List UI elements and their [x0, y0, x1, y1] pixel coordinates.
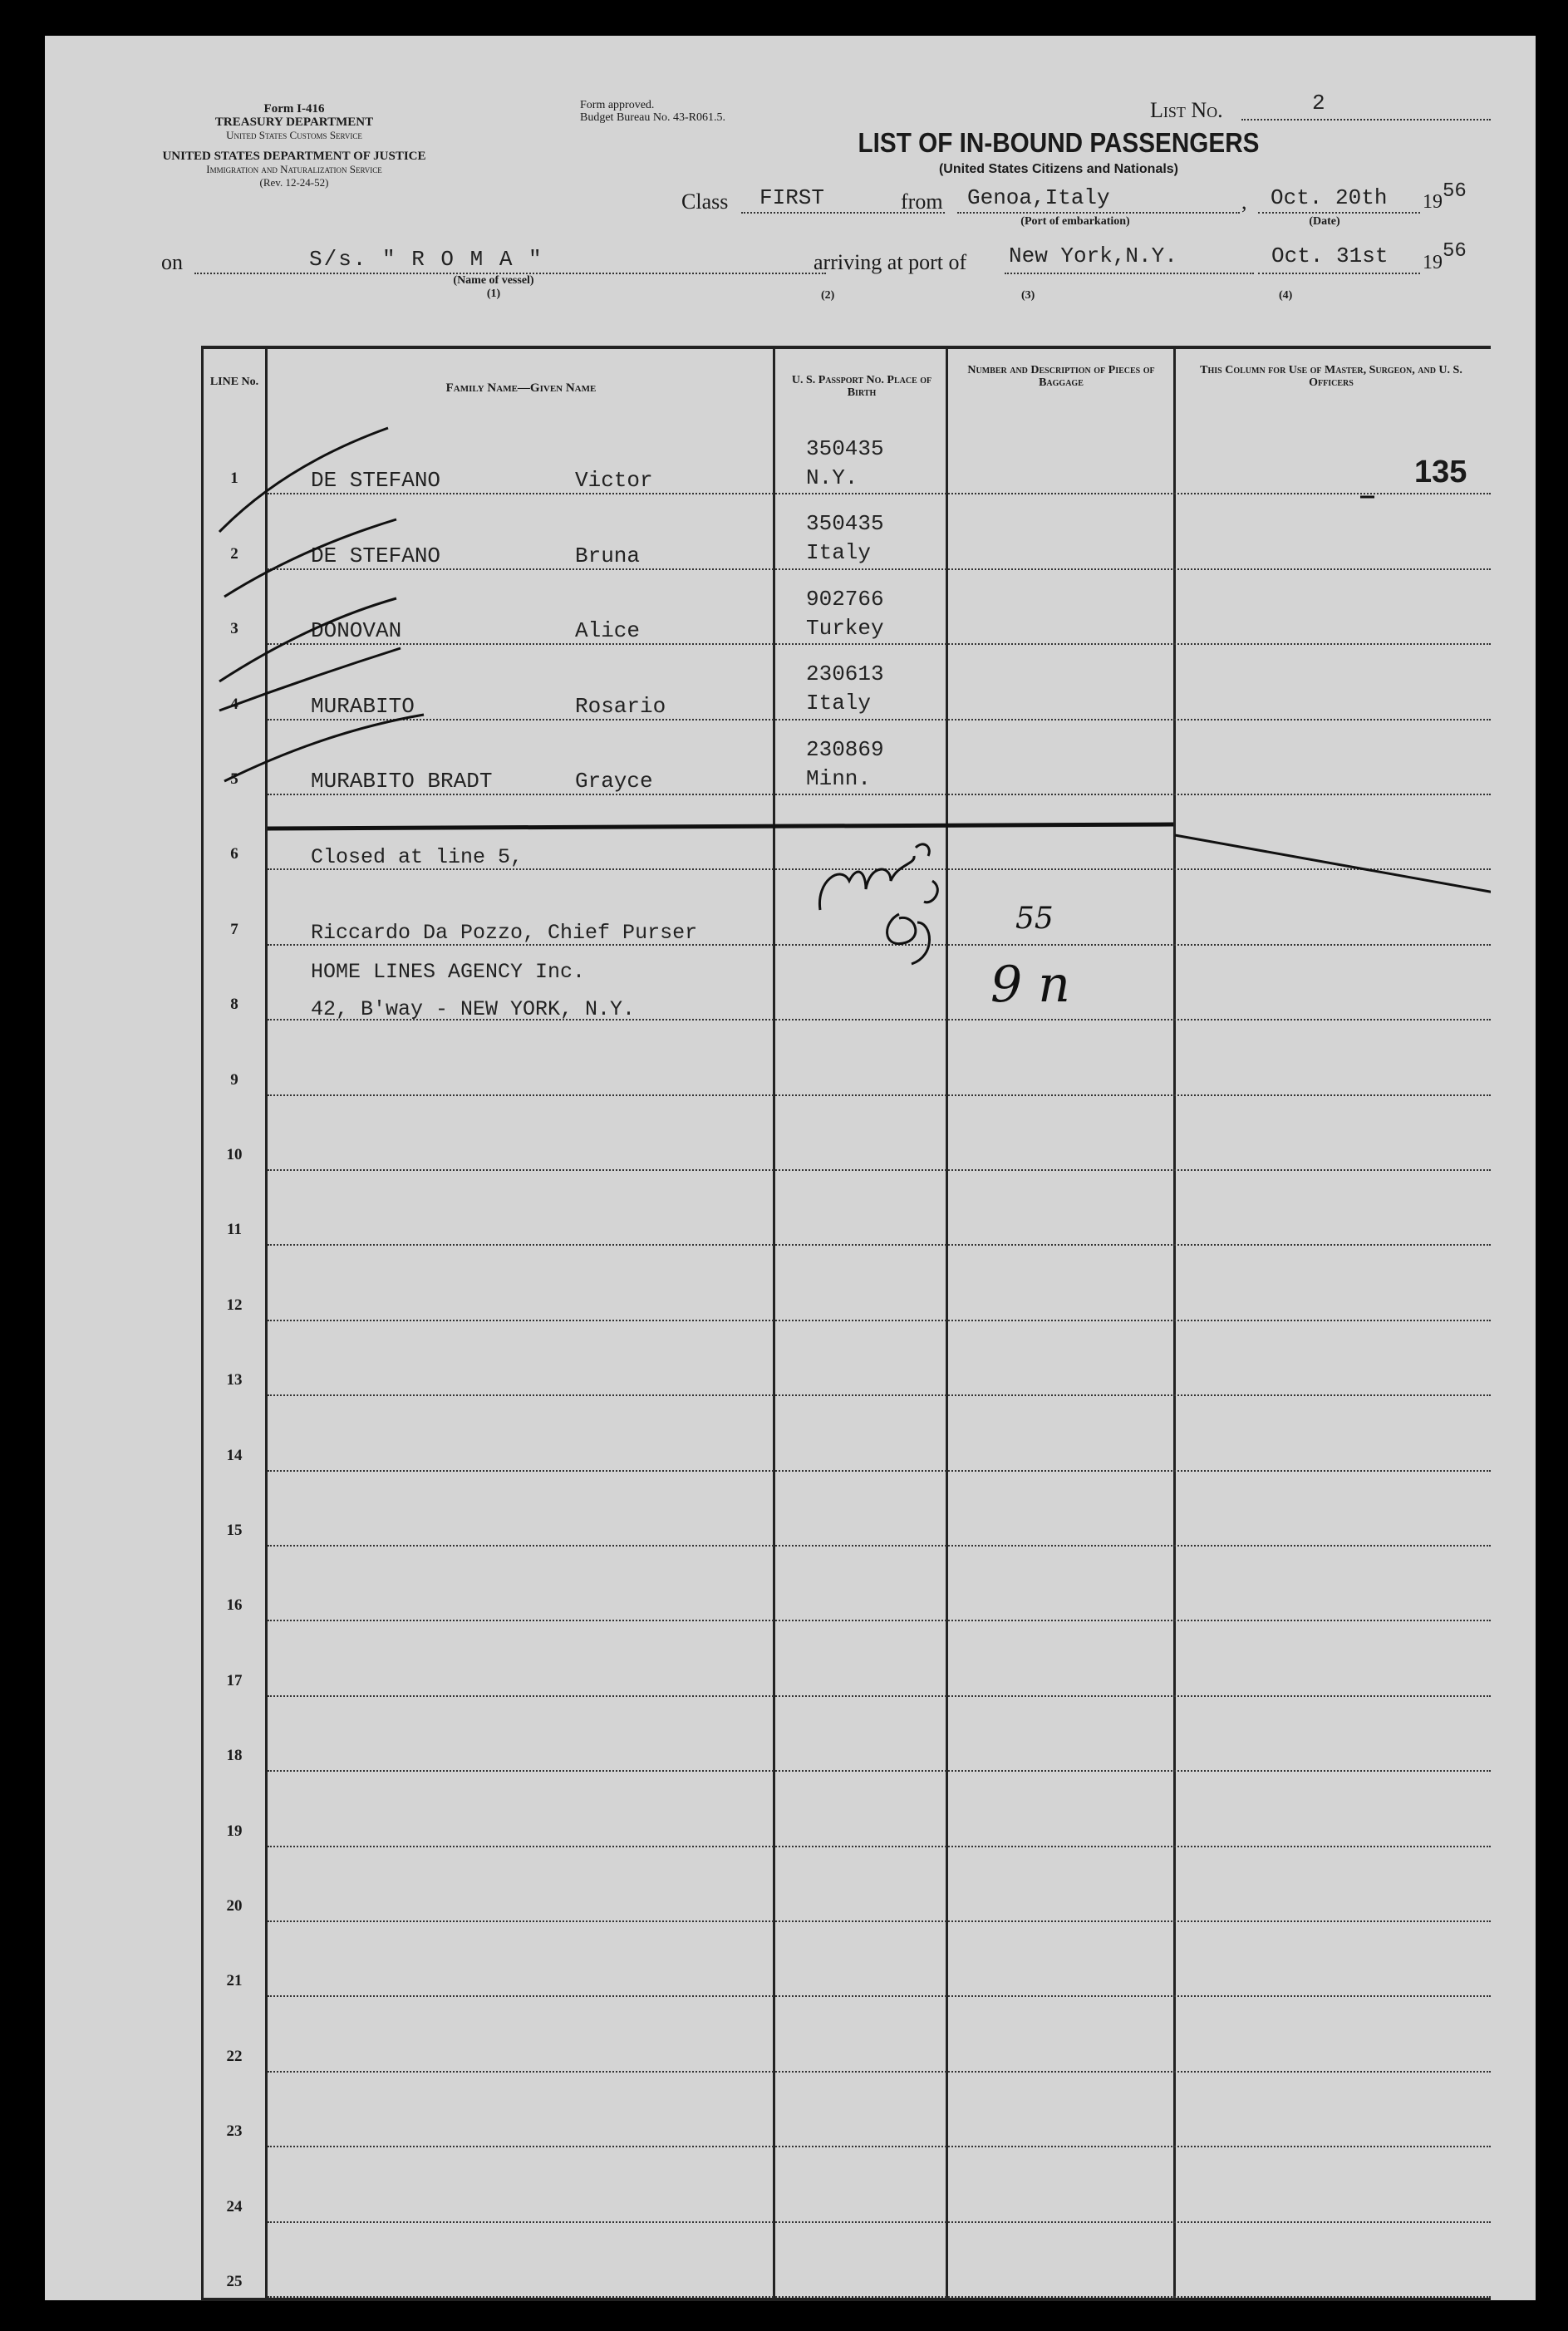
line-number: 10: [226, 1145, 243, 1163]
port-line: [1005, 273, 1254, 274]
given-name: Rosario: [575, 693, 666, 719]
given-name: Victor: [575, 468, 653, 494]
handwritten-9n: 9 n: [990, 956, 1070, 1014]
line-number: 20: [226, 1896, 243, 1915]
year-prefix: 19: [1423, 191, 1443, 213]
line-number: 11: [227, 1221, 242, 1239]
list-no-value: 2: [1312, 91, 1325, 116]
form-number: Form I-416: [263, 102, 325, 116]
class-value: FIRST: [759, 185, 825, 210]
form-page: [45, 36, 1536, 2300]
initials: [887, 881, 938, 964]
given-name: Alice: [575, 618, 641, 644]
line-number: 22: [226, 2047, 243, 2065]
passenger-table: [201, 346, 1491, 2301]
col-header-name: Family Name—Given Name: [445, 381, 597, 395]
check-mark-1: [219, 428, 388, 532]
justice-block: [153, 150, 435, 189]
immigration-label: Immigration and Naturalization Service: [206, 163, 382, 175]
agency-note: HOME LINES AGENCY Inc.: [311, 960, 586, 984]
line-number: 18: [226, 1747, 243, 1765]
line-number: 7: [230, 920, 238, 938]
family-name: MURABITO BRADT: [311, 768, 493, 794]
budget-label: Budget Bureau No. 43-R061.5.: [580, 111, 725, 124]
line-number: 4: [230, 695, 238, 713]
line-number: 12: [226, 1296, 243, 1314]
arrival-date-line: [1258, 273, 1420, 274]
col-header-line-no: LINE No.: [209, 376, 259, 388]
line-number: 15: [226, 1521, 243, 1539]
year-value: 56: [1443, 180, 1467, 203]
check-mark-5: [224, 715, 424, 781]
officer-mark: 135: [1414, 455, 1467, 489]
line-number: 9: [230, 1070, 238, 1089]
family-name: DE STEFANO: [311, 543, 441, 568]
list-no-label: List No.: [1150, 98, 1223, 122]
vessel-value: S/s. " R O M A ": [309, 247, 543, 272]
from-line: [957, 212, 1240, 214]
closed-note: Closed at line 5,: [311, 845, 523, 869]
line-number: 23: [226, 2122, 243, 2141]
signature: [819, 844, 929, 910]
check-mark-4: [219, 648, 401, 711]
comma: ,: [1241, 189, 1247, 214]
check-mark-3: [219, 598, 396, 681]
handwritten-marks: [201, 349, 1491, 2298]
col-header-officers: This Column for Use of Master, Surgeon, and U. S. Officers: [1200, 364, 1462, 389]
closing-line: [268, 824, 1173, 829]
given-name: Grayce: [575, 768, 653, 794]
arrival-year-value: 56: [1443, 240, 1467, 263]
revision-label: (Rev. 12-24-52): [259, 176, 329, 189]
family-name: MURABITO: [311, 693, 415, 719]
line-number: 5: [230, 770, 238, 788]
approval-block: [580, 99, 725, 124]
agency-block: [153, 102, 435, 142]
form-subtitle: (United States Citizens and Nationals): [938, 162, 1179, 176]
arriving-label: arriving at port of: [813, 250, 967, 274]
date-value: Oct. 20th: [1271, 185, 1388, 210]
line-number: 14: [226, 1446, 243, 1464]
on-label: on: [161, 250, 183, 274]
form-title: LIST OF IN-BOUND PASSENGERS: [858, 127, 1260, 158]
from-label: from: [901, 189, 943, 214]
vessel-col-number: (1): [486, 288, 501, 300]
passport-number: 350435: [806, 436, 884, 461]
date-caption: (Date): [1309, 215, 1340, 228]
col-header-passport: U. S. Passport No. Place of Birth: [791, 374, 932, 399]
line-number: 6: [230, 845, 238, 863]
customs-label: United States Customs Service: [226, 129, 362, 141]
passport-number: 230869: [806, 736, 884, 762]
approved-label: Form approved.: [580, 99, 655, 111]
check-mark-2: [224, 519, 396, 597]
list-no-line: [1241, 119, 1491, 120]
line-number: 24: [226, 2197, 243, 2215]
from-value: Genoa,Italy: [967, 185, 1110, 210]
col-header-baggage: Number and Description of Pieces of Baggage: [967, 364, 1155, 389]
line-number: 16: [226, 1596, 243, 1615]
from-caption: (Port of embarkation): [1020, 215, 1130, 228]
arrival-year-prefix: 19: [1423, 252, 1443, 273]
place-of-birth: N.Y.: [806, 465, 858, 490]
line-number: 25: [226, 2272, 243, 2290]
line-number: 17: [226, 1671, 243, 1689]
line-number: 3: [230, 620, 238, 638]
purser-note: Riccardo Da Pozzo, Chief Purser: [311, 921, 698, 945]
passport-number: 350435: [806, 511, 884, 537]
vessel-caption: (Name of vessel): [453, 274, 534, 287]
handwritten-55: 55: [1015, 902, 1054, 936]
closing-slash: [1175, 835, 1491, 897]
line-number: 1: [230, 470, 238, 488]
line-number: 13: [226, 1371, 243, 1389]
treasury-label: TREASURY DEPARTMENT: [214, 116, 374, 129]
class-label: Class: [681, 189, 729, 214]
justice-label: UNITED STATES DEPARTMENT OF JUSTICE: [162, 150, 426, 163]
family-name: DONOVAN: [311, 618, 402, 644]
line-number: 2: [230, 544, 238, 563]
arrival-port: New York,N.Y.: [1009, 243, 1177, 268]
line-number: 19: [226, 1822, 243, 1840]
line-number: 8: [230, 996, 238, 1014]
arrival-date: Oct. 31st: [1271, 243, 1389, 268]
col4-number: (4): [1279, 289, 1293, 302]
place-of-birth: Turkey: [806, 615, 884, 641]
col3-number: (3): [1021, 289, 1035, 302]
date-line: [1258, 212, 1420, 214]
place-of-birth: Italy: [806, 540, 872, 566]
col2-number: (2): [821, 289, 835, 302]
passport-number: 902766: [806, 586, 884, 612]
given-name: Bruna: [575, 543, 641, 568]
line-number: 21: [226, 1972, 243, 1990]
family-name: DE STEFANO: [311, 468, 441, 494]
place-of-birth: Minn.: [806, 765, 872, 791]
place-of-birth: Italy: [806, 691, 872, 716]
address-note: 42, B'way - NEW YORK, N.Y.: [311, 997, 636, 1021]
passport-number: 230613: [806, 661, 884, 687]
